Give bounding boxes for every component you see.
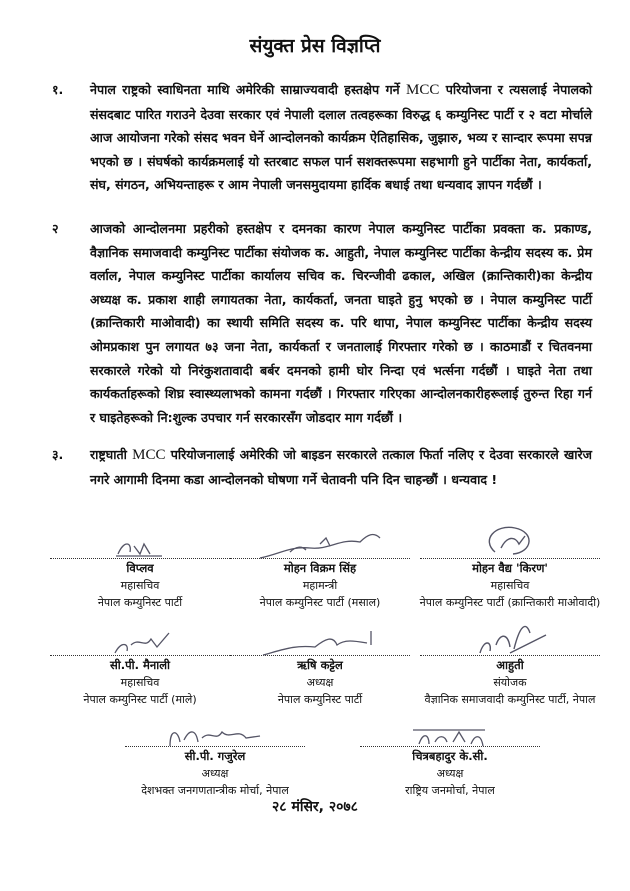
signatory-name: विप्लव bbox=[126, 561, 154, 575]
signatory-party: देशभक्त जनगणतान्त्रीक मोर्चा, नेपाल bbox=[141, 784, 289, 797]
signatory-role: महासचिव bbox=[120, 676, 160, 689]
signature-scribble bbox=[220, 627, 420, 655]
signatory-party: वैज्ञानिक समाजवादी कम्युनिस्ट पार्टी, नेपाल bbox=[424, 693, 596, 706]
paragraph-text bbox=[90, 443, 592, 491]
signatory-role: संयोजक bbox=[493, 676, 527, 689]
paragraph-text: आजको आन्दोलनमा प्रहरीको हस्तक्षेप र दमनका कारण नेपाल कम्युनिस्ट पार्टीका प्रवक्ता क. प्रकाण्ड, वैज्ञानिक समाजवादी कम्युनिस्ट पार्टीका संयोजक क. आहुती, नेपाल कम्युनिस्ट पार्टीका केन्द्रीय सदस्य क. प्रेम वर्लाल, नेपाल कम्युनिस्ट पार्टीका कार्यालय सचिव क. चिरन्जीवी ढकाल, अखिल (क्रान्तिकारी)का केन्द्रीय अध्यक्ष क. प्रकाश शाही लगायतका नेता, कार्यकर्ता, जनता घाइते हुनु भएको छ । नेपाल कम्युनिस्ट पार्टी (क्रान्तिकारी माओवादी) का स्थायी समिति सदस्य क. परि थापा, नेपाल कम्युनिस्ट पार्टीका केन्द्रीय सदस्य ओमप्रकाश पुन लगायत ७३ जना नेता, कार्यकर्ता र जनतालाई गिरफ्तार गरेको छ । काठमाडौं र चितवनमा सरकारले गरेको यो निरंकुशतावादी बर्बर दमनको हामी घोर निन्दा एवं भर्त्सना गर्दछौं । घाइते नेता तथा कार्यकर्ताहरूको शिघ्र स्वास्थ्यलाभको कामना गर्दछौं । गिरफ्तार गरिएका आन्दोलनकारीहरूलाई तुरुन्त रिहा गर्न र घाइतेहरूको नि:शुल्क उपचार गर्न सरकारसँग जोडदार माग गर्दछौं । bbox=[90, 221, 592, 425]
signatory-party: नेपाल कम्युनिस्ट पार्टी bbox=[277, 693, 363, 706]
signatory-party: नेपाल कम्युनिस्ट पार्टी (मसाल) bbox=[259, 596, 381, 609]
signatory-party: नेपाल कम्युनिस्ट पार्टी (माले) bbox=[83, 693, 197, 706]
signature-scribble bbox=[105, 718, 325, 746]
paragraph-number: २ bbox=[52, 221, 59, 236]
signature-scribble bbox=[355, 718, 545, 746]
signatory-role: अध्यक्ष bbox=[436, 767, 464, 780]
signature-scribble bbox=[220, 530, 420, 558]
signatory-role: महासचिव bbox=[490, 579, 530, 592]
signature-block bbox=[220, 530, 420, 611]
signatory-party: नेपाल कम्युनिस्ट पार्टी bbox=[97, 596, 183, 609]
text-segment: नेपाल राष्ट्रको स्वाधिनता माथि अमेरिकी साम्राज्यवादी हस्तक्षेप गर्ने bbox=[90, 82, 406, 97]
signatory-role: अध्यक्ष bbox=[306, 676, 334, 689]
signatory-name: चित्रबहादुर के.सी. bbox=[412, 749, 488, 763]
paragraph-number: १. bbox=[52, 82, 64, 97]
signatory-name: मोहन विक्रम सिंह bbox=[283, 561, 357, 575]
mcc-acronym: MCC bbox=[132, 447, 166, 463]
signatory-role: महासचिव bbox=[120, 579, 160, 592]
signature-scribble bbox=[395, 627, 625, 655]
mcc-acronym: MCC bbox=[406, 82, 440, 98]
signature-block bbox=[395, 530, 625, 611]
signature-block bbox=[40, 627, 240, 708]
signature-scribble bbox=[395, 530, 625, 558]
signatory-name: ऋषि कट्टेल bbox=[297, 658, 343, 672]
paragraph-1 bbox=[52, 78, 592, 197]
paragraph-text bbox=[90, 78, 592, 197]
text-segment: परियोजना र त्यसलाई नेपालको संसदबाट पारित गराउने देउवा सरकार एवं नेपाली दलाल तत्वहरूका विरुद्ध ६ कम्युनिस्ट पार्टी र २ वटा मोर्चाले आज आयोजना गरेको संसद भवन घेर्ने आन्दोलनको कार्यक्रम ऐतिहासिक, जुझारु, भव्य र सान्दार रूपमा सपन्न भएको छ । संघर्षको कार्यक्रमलाई यो स्तरबाट सफल पार्न सशक्तरूपमा सहभागी हुने पार्टीका नेता, कार्यकर्ता, संघ, संगठन, अभियन्ताहरू र आम नेपाली जनसमुदायमा हार्दिक बधाई तथा धन्यवाद ज्ञापन गर्दछौं । bbox=[90, 82, 592, 193]
text-segment: राष्ट्रघाती bbox=[90, 447, 133, 462]
signatory-party: राष्ट्रिय जनमोर्चा, नेपाल bbox=[405, 784, 495, 797]
signatory-party: नेपाल कम्युनिस्ट पार्टी (क्रान्तिकारी माओवादी) bbox=[419, 596, 601, 609]
signatory-name: आहुती bbox=[496, 658, 524, 672]
signatory-role: महामन्त्री bbox=[302, 579, 338, 592]
signature-block bbox=[220, 627, 420, 708]
document-title: संयुक्त प्रेस विज्ञप्ति bbox=[249, 35, 381, 57]
signature-block bbox=[40, 530, 240, 611]
signature-scribble bbox=[40, 530, 240, 558]
paragraph-3 bbox=[52, 443, 592, 491]
signatory-name: सी.पी. गजुरेल bbox=[184, 749, 246, 763]
paragraph-2 bbox=[52, 217, 592, 429]
signature-block bbox=[395, 627, 625, 708]
signatory-name: मोहन वैद्य 'किरण' bbox=[472, 561, 548, 575]
paragraph-number: ३. bbox=[52, 447, 64, 462]
signatory-role: अध्यक्ष bbox=[201, 767, 229, 780]
text-segment: परियोजनालाई अमेरिकी जो बाइडन सरकारले तत्काल फिर्ता नलिए र देउवा सरकारले खारेज नगरे आगामी दिनमा कडा आन्दोलनको घोषणा गर्ने चेतावनी पनि दिन चाहन्छौं । धन्यवाद ! bbox=[90, 447, 592, 487]
signature-scribble bbox=[40, 627, 240, 655]
signatory-name: सी.पी. मैनाली bbox=[109, 658, 171, 672]
signature-block bbox=[355, 718, 545, 799]
document-date: २८ मंसिर, २०७८ bbox=[272, 799, 358, 815]
signature-block bbox=[105, 718, 325, 799]
